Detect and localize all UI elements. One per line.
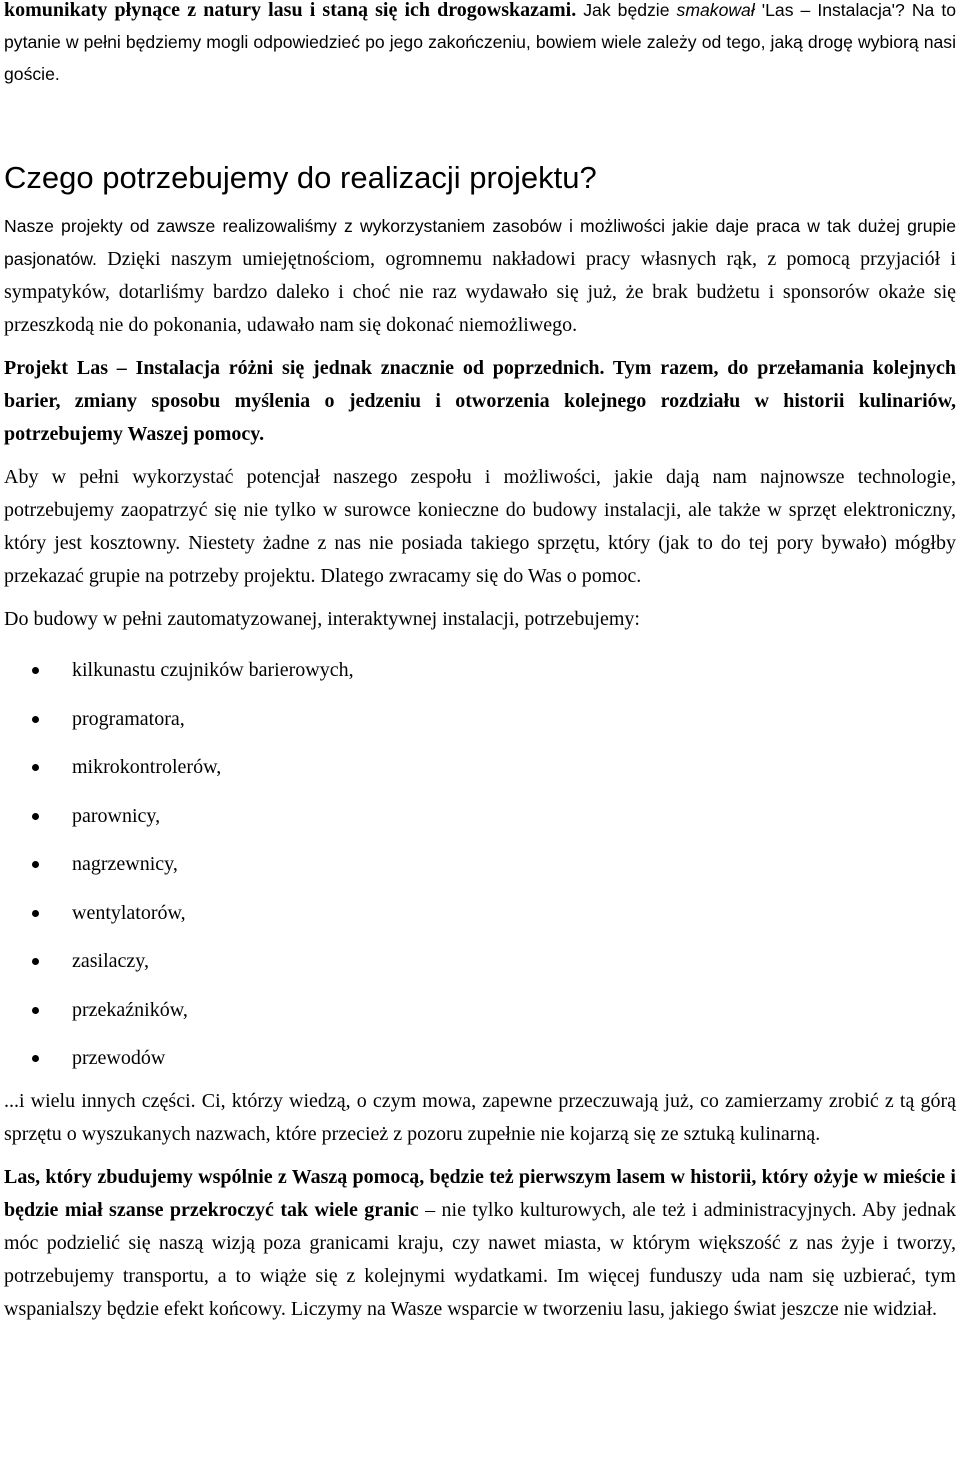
bullet-icon: [32, 813, 39, 820]
bullet-icon: [32, 958, 39, 965]
list-item-label: przewodów: [72, 1047, 166, 1069]
intro-text-after: 'Las – Instalacja'? Na to pytanie w pełni będziemy mogli odpowiedzieć po jego zakończeniu, bowiem wiele zależy od tego, jaką drogę wybiorą nasi goście.: [4, 0, 957, 84]
bullet-icon: [32, 910, 39, 917]
projects-paragraph: [4, 210, 956, 342]
bold-paragraph: Projekt Las – Instalacja różni się jednak znacznie od poprzednich. Tym razem, do przełamania kolejnych barier, zmiany sposobu myślenia o jedzeniu i otworzenia kolejnego rozdziału w historii kulinariów, potrzebujemy Waszej pomocy.: [4, 357, 956, 445]
projects-serif-text: Dzięki naszym umiejętnościom, ogromnemu nakładowi pracy własnych rąk, z pomocą przyjaciół i sympatyków, dotarliśmy bardzo daleko i choć nie raz wydawało się już, że brak budżetu i sponsorów okaże się przeszkodą nie do pokonania, udawało nam się dokonać niemożliwego.: [4, 248, 956, 336]
bullet-icon: [32, 764, 39, 771]
more-parts-paragraph: ...i wielu innych części. Ci, którzy wiedzą, o czym mowa, zapewne przeczuwają już, co zamierzamy zrobić z tą górą sprzętu o wyszukanych nazwach, które przecież z pozoru zupełnie nie kojarzą się ze sztuką kulinarną.: [4, 1089, 956, 1145]
final-paragraph: [4, 1161, 956, 1326]
bullet-icon: [32, 716, 39, 723]
list-item: [4, 695, 956, 744]
list-item: [4, 840, 956, 889]
list-item-label: mikrokontrolerów,: [72, 756, 222, 778]
list-item: [4, 986, 956, 1035]
list-item-label: przekaźników,: [72, 998, 188, 1021]
list-item: [4, 937, 956, 986]
potential-paragraph: Aby w pełni wykorzystać potencjał naszego zespołu i możliwości, jakie dają nam najnowsze technologie, potrzebujemy zaopatrzyć się nie tylko w surowce konieczne do budowy instalacji, ale także w sprzęt elektroniczny, który jest kosztowny. Niestety żadne z nas nie posiada takiego sprzętu, który (jak to do tej pory bywało) mógłby przekazać grupie na potrzeby projektu. Dlatego zwracamy się do Was o pomoc.: [4, 466, 956, 587]
intro-text-before-italic: Jak będzie: [576, 0, 677, 20]
final-text: – nie tylko kulturowych, ale też i administracyjnych. Aby jednak móc podzielić się naszą wizją poza granicami kraju, czy nawet miasta, w którym większość z nas żyje i tworzy, potrzebujemy transportu, a to wiąże się z kolejnymi wydatkami. Im więcej funduszy uda nam się uzbierać, tym wspanialszy będzie efekt końcowy. Liczymy na Wasze wsparcie w tworzeniu lasu, jakiego świat jeszcze nie widział.: [4, 1198, 957, 1320]
list-intro-paragraph: Do budowy w pełni zautomatyzowanej, interaktywnej instalacji, potrzebujemy:: [4, 608, 640, 630]
list-item-label: parownicy,: [72, 804, 161, 827]
list-item-label: zasilaczy,: [72, 950, 149, 972]
parts-list: [4, 646, 956, 1083]
list-item-label: programatora,: [72, 707, 185, 730]
intro-paragraph: [4, 0, 956, 90]
projects-sans-text: Nasze projekty od zawsze realizowaliśmy z wykorzystaniem zasobów i możliwości jakie daje praca w tak dużej grupie pasjonatów.: [4, 216, 956, 269]
intro-bold-lead: komunikaty płynące z natury lasu i staną się ich drogowskazami.: [4, 0, 577, 21]
bullet-icon: [32, 1055, 39, 1062]
section-heading: Czego potrzebujemy do realizacji projektu?: [4, 160, 597, 195]
intro-italic: smakował: [676, 0, 755, 20]
bullet-icon: [32, 1007, 39, 1014]
list-item: [4, 646, 956, 695]
list-item-label: nagrzewnicy,: [72, 853, 178, 875]
list-item: [4, 743, 956, 792]
bullet-icon: [32, 667, 39, 674]
list-item-label: kilkunastu czujników barierowych,: [72, 659, 354, 681]
final-bold-text: Las, który zbudujemy wspólnie z Waszą pomocą, będzie też pierwszym lasem w historii, który ożyje w mieście i będzie miał szanse przekroczyć tak wiele granic: [4, 1165, 956, 1221]
list-item: [4, 889, 956, 938]
list-item-label: wentylatorów,: [72, 901, 186, 924]
bullet-icon: [32, 861, 39, 868]
list-item: [4, 792, 956, 841]
list-item: [4, 1034, 956, 1083]
